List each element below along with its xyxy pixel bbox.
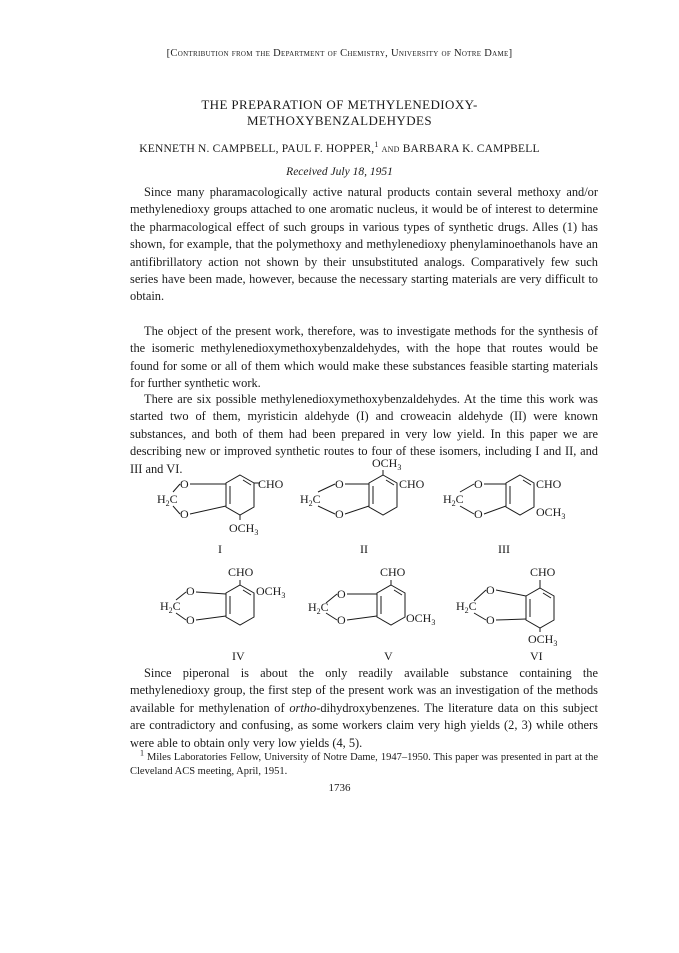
svg-text:H2C: $H_2C$	[308, 600, 329, 616]
svg-text:H2C: $H_2C$	[443, 492, 464, 508]
page-number: 1736	[328, 782, 351, 794]
structure-V	[308, 565, 435, 663]
svg-text:O: O	[337, 587, 346, 601]
structure-label-I: I	[218, 542, 222, 556]
author-footnote-mark: 1	[374, 140, 379, 150]
svg-text:OCH3: $OCH_3$	[372, 456, 402, 472]
svg-text:H2C: $H_2C$	[456, 599, 477, 615]
authors-first: KENNETH N. CAMPBELL, PAUL F. HOPPER,	[139, 143, 375, 155]
svg-text:O: O	[474, 477, 483, 491]
svg-text:CHO: CHO	[228, 565, 254, 579]
structure-label-V: V	[384, 649, 393, 663]
svg-text:CHO: CHO	[380, 565, 406, 579]
title-line-1: THE PREPARATION OF METHYLENEDIOXY-	[201, 97, 478, 112]
svg-text:OCH3: $OCH_3$	[528, 632, 558, 648]
svg-text:O: O	[186, 613, 195, 627]
paragraph-1: Since many pharamacologically active natural products contain several methoxy and/or methylenedioxy groups attached to one aromatic nucleus, it would be of interest to determine the pharmacological effect of such groups in various types of synthetic drugs. Alles (1) has shown, for example, that the polymethoxy and methylenedioxy phenylaminoethanols have an antifibrillatory action not shown by their unsubstituted analogs. Comparatively few such series have been made, however, because the necessary starting materials are very difficult to obtain.	[130, 185, 598, 304]
footnote-text: Miles Laboratories Fellow, University of Notre Dame, 1947–1950. This paper was presented in part at the Cleveland ACS meeting, April, 1951.	[130, 752, 598, 777]
svg-text:OCH3: $OCH_3$	[256, 584, 286, 600]
svg-text:CHO: CHO	[399, 477, 425, 491]
author-line	[0, 140, 679, 155]
svg-text:O: O	[486, 583, 495, 597]
svg-text:O: O	[335, 507, 344, 521]
structure-label-IV: IV	[232, 649, 245, 663]
paragraph-4: Since piperonal is about the only readily available substance containing the methylenedioxy group, the first step of the present work was an investigation of the methods available for methylenation of ortho-dihydroxybenzenes. The literature data on this subject are contradictory and confusing, as some workers claim very high yields (2, 3) while others were able to obtain only very low yields (4, 5).	[130, 666, 598, 750]
svg-text:CHO: CHO	[536, 477, 562, 491]
structure-label-VI: VI	[530, 649, 543, 663]
svg-text:O: O	[337, 613, 346, 627]
svg-text:O: O	[486, 613, 495, 627]
footnote	[130, 748, 598, 779]
svg-text:H2C: $H_2C$	[300, 492, 321, 508]
paragraph-3: There are six possible methylenedioxymethoxybenzaldehydes. At the time this work was started two of them, myristicin aldehyde (I) and croweacin aldehyde (II) were known substances, and both of them had been prepared in very low yield. In this paper we are describing new or improved synthetic routes to four of these isomers, including I and II, and III and VI.	[130, 392, 598, 476]
received-date: Received July 18, 1951	[286, 166, 393, 178]
contribution-header: [Contribution from the Department of Chemistry, University of Notre Dame]	[166, 48, 513, 59]
svg-text:CHO: CHO	[530, 565, 556, 579]
title-line-2: METHOXYBENZALDEHYDES	[247, 113, 432, 128]
svg-text:OCH3: $OCH_3$	[229, 521, 259, 537]
structure-VI	[456, 565, 557, 663]
svg-text:H2C: $H_2C$	[160, 599, 181, 615]
structure-IV	[160, 565, 285, 663]
structure-label-II: II	[360, 542, 368, 556]
svg-text:O: O	[335, 477, 344, 491]
authors-and: and	[378, 143, 403, 155]
article-title	[100, 97, 579, 129]
footnote-mark: 1	[140, 748, 144, 758]
structure-III	[443, 475, 565, 556]
structure-I	[157, 475, 284, 556]
svg-text:O: O	[474, 507, 483, 521]
authors-last: BARBARA K. CAMPBELL	[402, 143, 540, 155]
svg-text:OCH3: $OCH_3$	[536, 505, 566, 521]
svg-text:O: O	[186, 584, 195, 598]
svg-text:H2C: $H_2C$	[157, 492, 178, 508]
svg-text:CHO: CHO	[258, 477, 284, 491]
structure-label-III: III	[498, 542, 510, 556]
svg-text:O: O	[180, 507, 189, 521]
svg-text:O: O	[180, 477, 189, 491]
svg-text:OCH3: $OCH_3$	[406, 611, 436, 627]
paragraph-2: The object of the present work, therefore, was to investigate methods for the synthesis of the isomeric methylenedioxymethoxybenzaldehydes, with the hope that routes would be found for some or all of them which would make these substances feasible starting materials for further synthetic work.	[130, 324, 598, 391]
